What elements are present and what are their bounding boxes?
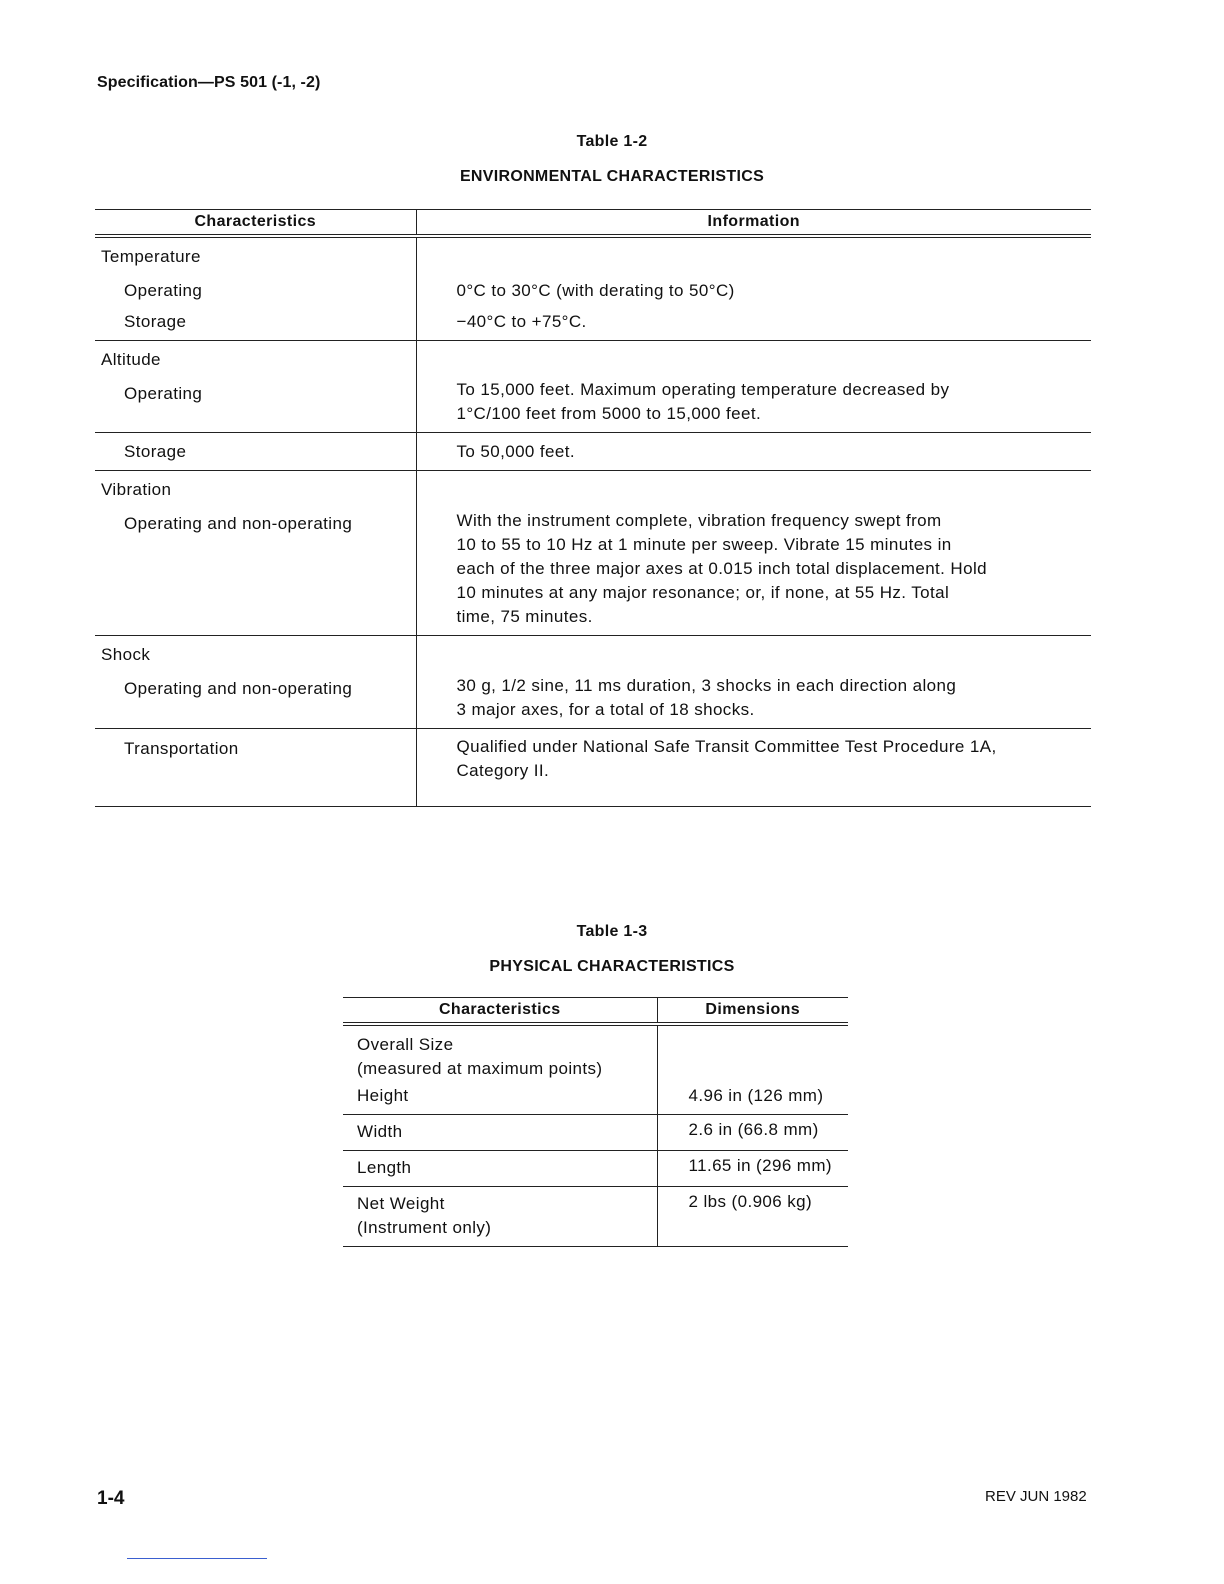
table-row	[95, 236, 1091, 303]
row-info: To 15,000 feet. Maximum operating temperature decreased by	[456, 380, 950, 399]
row-info: To 50,000 feet.	[456, 442, 575, 461]
column-header-dimensions: Dimensions	[657, 998, 848, 1025]
row-info: 10 minutes at any major resonance; or, if none, at 55 Hz. Total	[456, 583, 950, 602]
column-header-characteristics: Characteristics	[95, 210, 416, 237]
row-info: 10 to 55 to 10 Hz at 1 minute per sweep. Vibrate 15 minutes in	[456, 535, 952, 554]
table-header-row	[95, 210, 1091, 237]
row-value: 11.65 in (296 mm)	[688, 1156, 832, 1175]
row-value: 4.96 in (126 mm)	[688, 1086, 824, 1105]
row-label: Operating	[124, 281, 203, 300]
row-label: Operating and non-operating	[124, 514, 353, 533]
row-label: Storage	[124, 312, 187, 331]
row-info: Qualified under National Safe Transit Committee Test Procedure 1A,	[456, 737, 997, 756]
group-temperature: Temperature	[101, 247, 201, 266]
row-label: Length	[357, 1158, 412, 1177]
row-label: Height	[357, 1086, 409, 1105]
row-info: 0°C to 30°C (with derating to 50°C)	[456, 281, 735, 300]
table-row	[95, 341, 1091, 433]
table-header-row	[343, 998, 848, 1025]
row-label: (Instrument only)	[357, 1218, 492, 1237]
column-header-characteristics: Characteristics	[343, 998, 657, 1025]
row-info: time, 75 minutes.	[456, 607, 593, 626]
table-1-2-number: Table 1-2	[576, 133, 648, 150]
page-number: 1-4	[97, 1488, 125, 1509]
group-shock: Shock	[101, 645, 151, 664]
row-value: 2 lbs (0.906 kg)	[688, 1192, 813, 1211]
row-label: Width	[357, 1122, 403, 1141]
row-info: 1°C/100 feet from 5000 to 15,000 feet.	[456, 404, 762, 423]
row-value: 2.6 in (66.8 mm)	[688, 1120, 819, 1139]
table-row	[95, 303, 1091, 341]
row-info: 3 major axes, for a total of 18 shocks.	[456, 700, 755, 719]
row-info: each of the three major axes at 0.015 inch total displacement. Hold	[456, 559, 987, 578]
table-row	[95, 729, 1091, 807]
page-header: Specification—PS 501 (-1, -2)	[97, 74, 321, 91]
row-label: Overall Size	[357, 1035, 454, 1054]
row-label: Transportation	[124, 739, 239, 758]
group-vibration: Vibration	[101, 480, 172, 499]
group-altitude: Altitude	[101, 350, 161, 369]
row-info: With the instrument complete, vibration frequency swept from	[456, 511, 942, 530]
revision-date: REV JUN 1982	[985, 1488, 1087, 1505]
table-row	[343, 1151, 848, 1187]
row-info: Category II.	[456, 761, 550, 780]
table-row	[95, 433, 1091, 471]
table-row	[343, 1024, 848, 1115]
table-1-3-number: Table 1-3	[576, 923, 648, 940]
column-header-information: Information	[416, 210, 1091, 237]
table-row	[95, 471, 1091, 636]
row-label: Operating	[124, 384, 203, 403]
footer-rule	[127, 1558, 267, 1559]
row-info: −40°C to +75°C.	[456, 312, 587, 331]
row-label: Operating and non-operating	[124, 679, 353, 698]
table-row	[95, 636, 1091, 729]
row-label: Net Weight	[357, 1194, 445, 1213]
row-label: Storage	[124, 442, 187, 461]
row-label: (measured at maximum points)	[357, 1059, 603, 1078]
physical-characteristics-table	[343, 997, 848, 1247]
table-1-2-title: ENVIRONMENTAL CHARACTERISTICS	[459, 168, 765, 185]
row-info: 30 g, 1/2 sine, 11 ms duration, 3 shocks in each direction along	[456, 676, 957, 695]
table-row	[343, 1115, 848, 1151]
table-1-3-title: PHYSICAL CHARACTERISTICS	[489, 958, 735, 975]
table-row	[343, 1187, 848, 1247]
environmental-characteristics-table	[95, 209, 1091, 807]
